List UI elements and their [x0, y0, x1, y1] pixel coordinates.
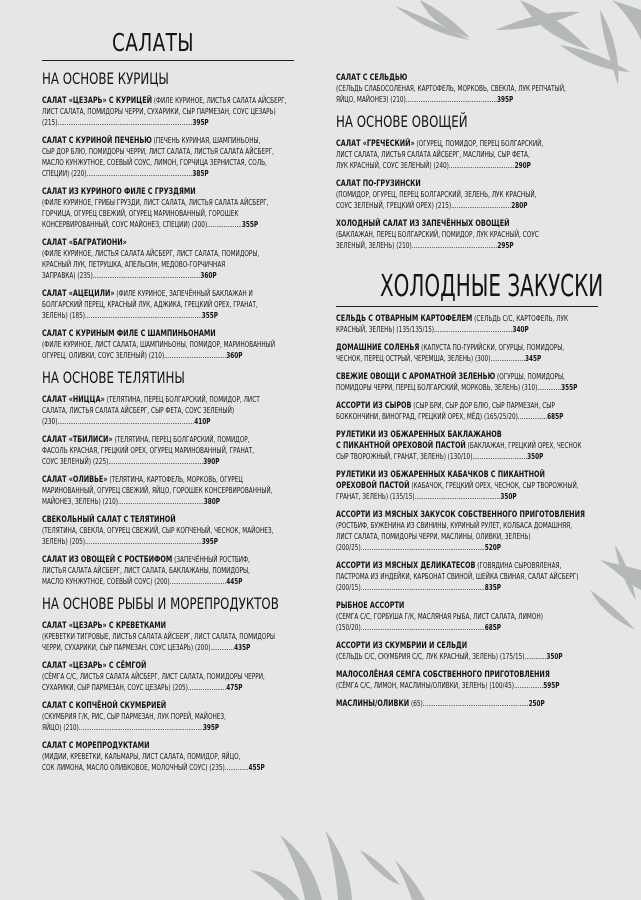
menu-item-price: 685Р — [484, 622, 501, 632]
menu-item-name: САЛАТ ПО-ГРУЗИНСКИ — [336, 178, 421, 189]
menu-item-description: (ФИЛЕ КУРИНОЕ, ЛИСТЬЯ САЛАТА АЙСБЕРГ, ЛИСТ САЛАТА, ПОМИДОРЫ, — [42, 248, 260, 258]
menu-item-description: (РОСТБИФ, БУЖЕНИНА ИЗ СВИНИНЫ, КУРИНЫЙ РУЛЕТ, КОЛБАСА ДОМАШНЯЯ, — [336, 520, 572, 530]
menu-item — [42, 554, 294, 587]
menu-item-line — [42, 496, 295, 507]
menu-item-description: (ТЕЛЯТИНА, КАРТОФЕЛЬ, МОРКОВЬ, ОГУРЕЦ — [107, 474, 243, 484]
menu-item — [42, 434, 294, 467]
menu-item-price: 445Р — [226, 576, 243, 586]
menu-item-line — [336, 72, 599, 83]
menu-item-name: САЛАТ «ЦЕЗАРЬ» С СЁМГОЙ — [42, 660, 147, 671]
menu-item-line — [42, 237, 295, 248]
menu-item-price: 395Р — [201, 536, 219, 546]
menu-item-name: САЛАТ С КОПЧЁНОЙ СКУМБРИЕЙ — [42, 700, 167, 711]
menu-item-description: (ОГУРЕЦ, ПОМИДОР, ПЕРЕЦ БОЛГАРСКИЙ, — [414, 138, 544, 148]
menu-item-description: (ЗАПЕЧЁННЫЙ РОСТБИФ, — [172, 554, 250, 564]
menu-item-price: 340Р — [512, 324, 529, 334]
menu-item — [42, 328, 294, 361]
menu-item-line — [42, 197, 295, 208]
menu-item-description: (СЁМГА С/С, ЛИСТЬЯ САЛАТА АЙСБЕРГ, ЛИСТ САЛАТА, ПОМИДОРЫ ЧЕРРИ, — [42, 671, 265, 681]
menu-item-description: ЛУК КРАСНЫЙ, СОУС ЗЕЛЕНЫЙ) (240).................................... — [336, 160, 515, 170]
menu-item-description: ЛИСТ САЛАТА, ПОМИДОРЫ ЧЕРРИ, МАСЛИНЫ, ОЛИВКИ, ЗЕЛЕНЬ) — [336, 531, 531, 541]
menu-item-description: (150/20).................................................................... — [336, 622, 485, 632]
menu-item-description: ГОРЧИЦА, ОГУРЕЦ СВЕЖИЙ, ОГУРЕЦ МАРИНОВАННЫЙ, ГОРОШЕК — [42, 208, 239, 218]
menu-item — [336, 509, 598, 553]
menu-item-line — [336, 560, 599, 571]
menu-item-price: 385Р — [192, 168, 209, 178]
menu-item-line — [42, 711, 295, 722]
menu-item-line — [336, 353, 599, 364]
menu-item-price: 520Р — [484, 542, 501, 552]
menu-item-price: 835Р — [484, 582, 501, 592]
menu-item-price: 395Р — [202, 722, 220, 732]
menu-item-line — [336, 440, 599, 451]
menu-item-price: 295Р — [497, 240, 514, 250]
menu-item-line — [336, 160, 599, 171]
left-column — [42, 28, 294, 780]
menu-item-description: ЗЕЛЕНЬ) (185)................................................................ — [42, 310, 202, 320]
menu-item — [42, 95, 294, 128]
menu-item-description: (ФИЛЕ КУРИНОЕ, ЛИСТ САЛАТА, ШАМПИНЬОНЫ, ПОМИДОР, МАРИНОВАННЫЙ — [42, 339, 276, 349]
menu-item-price: 435Р — [234, 642, 251, 652]
menu-item-line — [42, 620, 295, 631]
menu-item — [336, 698, 598, 709]
menu-item-name: СЕЛЬДЬ С ОТВАРНЫМ КАРТОФЕЛЕМ — [336, 313, 473, 324]
menu-item-name: САЛАТ С КУРИНОЙ ПЕЧЕНЬЮ — [42, 135, 152, 146]
menu-item-description: БОККОНЧИНИ, ВИНОГРАД, ГРЕЦКИЙ ОРЕХ, МЁД) (165/25/20)................ — [336, 411, 548, 421]
menu-item-line — [42, 751, 295, 762]
menu-item — [42, 620, 294, 653]
menu-item-name: САЛАТ «ОЛИВЬЕ» — [42, 474, 108, 485]
title-divider — [42, 60, 294, 61]
menu-item-line — [42, 525, 295, 536]
menu-item-name: РЫБНОЕ АССОРТИ — [336, 600, 405, 611]
menu-item-description: (ГОВЯДИНА СЫРОВЯЛЕНАЯ, — [475, 560, 562, 570]
menu-item-line — [336, 698, 599, 709]
menu-item-line — [42, 514, 295, 525]
menu-item-name: ДОМАШНИЕ СОЛЕНЬЯ — [336, 342, 420, 353]
menu-item-line — [336, 640, 599, 651]
menu-item-line — [336, 531, 599, 542]
menu-item-line — [336, 469, 599, 480]
menu-item-line — [336, 229, 599, 240]
cold-appetizers-divider — [336, 306, 598, 307]
menu-item-line — [42, 485, 295, 496]
menu-item-name: ХОЛОДНЫЙ САЛАТ ИЗ ЗАПЕЧЁННЫХ ОВОЩЕЙ — [336, 218, 510, 229]
menu-item — [336, 669, 598, 691]
cold-appetizers-list — [336, 313, 598, 709]
menu-item-line — [42, 416, 295, 427]
menu-item-line — [42, 456, 295, 467]
menu-item-line — [336, 371, 599, 382]
menu-item-line — [42, 168, 295, 179]
menu-item-line — [336, 138, 599, 149]
menu-item-description: (ТЕЛЯТИНА, ПЕРЕЦ БОЛГАРСКИЙ, ПОМИДОР, — [112, 434, 250, 444]
menu-item-description: ЗАПРАВКА) (235)........................................................... — [42, 270, 201, 280]
menu-item-line — [336, 313, 599, 324]
menu-item-name: САЛАТ «ЦЕЗАРЬ» С КРЕВЕТКАМИ — [42, 620, 167, 631]
menu-item-description: ЛИСТЬЯ САЛАТА АЙСБЕРГ, ЛИСТ САЛАТА, БАКЛАЖАНЫ, ПОМИДОРЫ, — [42, 565, 250, 575]
menu-item-description: ЗЕЛЕНЬ) (205)................................................................ — [42, 536, 202, 546]
menu-item-description: (ФИЛЕ КУРИНОЕ, ГРИБЫ ГРУЗДИ, ЛИСТ САЛАТА, ЛИСТЬЯ САЛАТА АЙСБЕРГ, — [42, 197, 269, 207]
menu-item-description: ОГУРЕЦ, ОЛИВКИ, СОУС ЗЕЛЕНЫЙ) (210).................................. — [42, 350, 227, 360]
menu-item — [336, 371, 598, 393]
menu-item-name: РУЛЕТИКИ ИЗ ОБЖАРЕННЫХ КАБАЧКОВ С ПИКАНТНОЙ — [336, 469, 545, 480]
menu-item-line — [336, 491, 599, 502]
menu-item-name: САЛАТ «НИЦЦА» — [42, 394, 105, 405]
menu-item-description: КРАСНЫЙ, ЗЕЛЕНЬ) (135/135/15)........................................... — [336, 324, 513, 334]
menu-item-description: (СЕЛЬДЬ СЛАБОСОЛЕНАЯ, КАРТОФЕЛЬ, МОРКОВЬ, СВЕКЛА, ЛУК РЕПЧАТЫЙ, — [336, 83, 566, 93]
menu-item-line — [336, 600, 599, 611]
menu-item-name: МАСЛИНЫ/ОЛИВКИ — [336, 698, 410, 709]
menu-item-line — [42, 248, 295, 259]
menu-item-description: (МИДИИ, КРЕВЕТКИ, КАЛЬМАРЫ, ЛИСТ САЛАТА, ПОМИДОР, ЯЙЦО, — [42, 751, 241, 761]
menu-item-description: ГРАНАТ, ЗЕЛЕНЬ) (135/15)............................................... — [336, 491, 501, 501]
menu-item — [336, 178, 598, 211]
menu-item-description: (СЕЛЬДЬ С/С, КАРТОФЕЛЬ, ЛУК — [472, 313, 569, 323]
menu-item-name: АССОРТИ ИЗ СЫРОВ — [336, 400, 412, 411]
menu-item-line — [42, 95, 295, 106]
menu-item-line — [42, 474, 295, 485]
menu-item-line — [336, 240, 599, 251]
menu-item — [42, 700, 294, 733]
menu-item — [42, 186, 294, 230]
menu-item-line — [42, 631, 295, 642]
menu-item-line — [336, 149, 599, 160]
menu-item-description: (ОГУРЦЫ, ПОМИДОРЫ, — [495, 371, 565, 381]
menu-item — [42, 474, 294, 507]
menu-item-name: САЛАТ С СЕЛЬДЬЮ — [336, 72, 408, 83]
menu-item-description: (СЁМГА С/С, ЛИМОН, МАСЛИНЫ/ОЛИВКИ, ЗЕЛЕНЬ) (100/45)................ — [336, 680, 544, 690]
cold-appetizers-title: ХОЛОДНЫЕ ЗАКУСКИ — [380, 269, 604, 304]
menu-item-line — [336, 200, 599, 211]
menu-item-name: МАЛОСОЛЁНАЯ СЕМГА СОБСТВЕННОГО ПРИГОТОВЛЕНИЯ — [336, 669, 550, 680]
menu-item-name: САЛАТ С КУРИНЫМ ФИЛЕ С ШАМПИНЬОНАМИ — [42, 328, 216, 339]
menu-item-description: (ФИЛЕ КУРИНОЕ, ЛИСТЬЯ САЛАТА АЙСБЕРГ, — [151, 95, 287, 105]
menu-item-description: ЛИСТ САЛАТА, ЛИСТЬЯ САЛАТА АЙСБЕРГ, МАСЛИНЫ, СЫР ФЕТА, — [336, 149, 530, 159]
menu-item-line — [42, 700, 295, 711]
menu-item-line — [336, 582, 599, 593]
menu-item-line — [336, 451, 599, 462]
menu-item — [42, 740, 294, 773]
menu-item-line — [42, 642, 295, 653]
menu-item-description: ЧЕСНОК, ПЕРЕЦ ОСТРЫЙ, ЧЕРЕМША, ЗЕЛЕНЬ) (300)................... — [336, 353, 526, 363]
section-heading: НА ОСНОВЕ КУРИЦЫ — [42, 69, 169, 88]
menu-item-description: КРАСНЫЙ ЛУК, ПЕТРУШКА, АПЕЛЬСИН, МЕДОВО-ГОРЧИЧНАЯ — [42, 259, 226, 269]
menu-item-description: (СЕЛЬДЬ С/С, СКУМБРИЯ С/С, ЛУК КРАСНЫЙ, ЗЕЛЕНЬ) (175/15)............ — [336, 651, 547, 661]
menu-item-description: СОУС ЗЕЛЕНЫЙ, ГРЕЦКИЙ ОРЕХ) (215)................................. — [336, 200, 512, 210]
menu-item-line — [42, 536, 295, 547]
menu-item-description: СПЕЦИИ) (220).......................................................... — [42, 168, 193, 178]
menu-item — [336, 313, 598, 335]
menu-item-line — [42, 299, 295, 310]
menu-item-price: 355Р — [201, 310, 219, 320]
menu-item-description: МАСЛО КУНЖУТНОЕ, СОЕВЫЙ СОУС, ЛИМОН, ГОРЧИЦА ЗЕРНИСТАЯ, СОЛЬ, — [42, 157, 267, 167]
menu-item-line — [42, 208, 295, 219]
menu-item-description: КОНСЕРВИРОВАННЫЙ, СОУС МАЙОНЕЗ, СПЕЦИИ) (200)................... — [42, 219, 242, 229]
menu-item-description: (СЕМГА С/С, ГОРБУША Г/К, МАСЛЯНАЯ РЫБА, ЛИСТ САЛАТА, ЛИМОН) — [336, 611, 543, 621]
menu-item-description: ЯЙЦО, МАЙОНЕЗ) (210).................................................. — [336, 94, 497, 104]
menu-item-line — [336, 611, 599, 622]
menu-item-name: СВЕЖИЕ ОВОЩИ С АРОМАТНОЙ ЗЕЛЕНЬЮ — [336, 371, 496, 382]
menu-item — [42, 237, 294, 281]
menu-item-line — [336, 342, 599, 353]
menu-item — [336, 72, 598, 105]
menu-item-line — [42, 554, 295, 565]
menu-item-description: САЛАТА, ЛИСТЬЯ САЛАТА АЙСБЕРГ, СЫР ФЕТА, СОУС ЗЕЛЕНЫЙ) — [42, 405, 235, 415]
menu-item-line — [42, 405, 295, 416]
menu-item-line — [42, 722, 295, 733]
menu-item-price: 390Р — [203, 456, 220, 466]
menu-item — [42, 394, 294, 427]
menu-item-price: 355Р — [241, 219, 259, 229]
menu-item-line — [42, 135, 295, 146]
right-sections — [336, 112, 598, 251]
menu-item-line — [336, 669, 599, 680]
menu-item — [42, 660, 294, 693]
menu-item-line — [336, 509, 599, 520]
menu-item-name: САЛАТ «ГРЕЧЕСКИЙ» — [336, 138, 415, 149]
menu-item-price: 350Р — [500, 491, 517, 501]
menu-item-line — [336, 94, 599, 105]
section-heading: НА ОСНОВЕ ТЕЛЯТИНЫ — [42, 368, 185, 387]
menu-item-description: ЛИСТ САЛАТА, ПОМИДОРЫ ЧЕРРИ, СУХАРИКИ, СЫР ПАРМЕЗАН, СОУС ЦЕЗАРЬ) — [42, 106, 276, 116]
menu-item-line — [42, 339, 295, 350]
menu-item — [42, 288, 294, 321]
menu-item-price: 380Р — [203, 496, 220, 506]
menu-item-name: АССОРТИ ИЗ МЯСНЫХ ДЕЛИКАТЕСОВ — [336, 560, 476, 571]
menu-item-line — [42, 219, 295, 230]
menu-item-line — [42, 157, 295, 168]
menu-item-line — [336, 411, 599, 422]
menu-item-description: (ТЕЛЯТИНА, ПЕРЕЦ БОЛГАРСКИЙ, ПОМИДОР, ЛИСТ — [104, 394, 260, 404]
menu-item-description: СУХАРИКИ, СЫР ПАРМЕЗАН, СОУС ЦЕЗАРЬ) (205)..................... — [42, 682, 227, 692]
menu-item-name: СВЕКОЛЬНЫЙ САЛАТ С ТЕЛЯТИНОЙ — [42, 514, 176, 525]
menu-item-description: (230)........................................................................... — [42, 416, 195, 426]
menu-item-description: ПАСТРОМА ИЗ ИНДЕЙКИ, КАРБОНАТ СВИНОЙ, ШЕЙКА СВИНАЯ, САЛАТ АЙСБЕРГ) — [336, 571, 579, 581]
menu-item-line — [336, 400, 599, 411]
menu-item-line — [42, 434, 295, 445]
menu-item-description: (200/25).................................................................... — [336, 542, 485, 552]
menu-item-description: ЯЙЦО) (210).................................................................... — [42, 722, 203, 732]
menu-item — [336, 560, 598, 593]
menu-item-description: (200/15).................................................................... — [336, 582, 485, 592]
menu-item-line — [42, 310, 295, 321]
menu-item-line — [336, 480, 599, 491]
menu-item-line — [42, 186, 295, 197]
menu-item-line — [42, 682, 295, 693]
menu-item-description: МАЙОНЕЗ, ЗЕЛЕНЬ) (210)............................................... — [42, 496, 204, 506]
menu-item-line — [336, 218, 599, 229]
menu-item-line — [42, 106, 295, 117]
menu-item-line — [336, 382, 599, 393]
menu-item-price: 290Р — [514, 160, 531, 170]
menu-item-description: СЫР ТВОРОЖНЫЙ, ГРАНАТ, ЗЕЛЕНЬ) (130/10).............................. — [336, 451, 528, 461]
menu-item-description: (КАПУСТА ПО-ГУРИЙСКИ, ОГУРЦЫ, ПОМИДОРЫ, — [419, 342, 565, 352]
menu-item-price: 595Р — [543, 680, 560, 690]
menu-item-line — [336, 651, 599, 662]
menu-item-line — [42, 350, 295, 361]
menu-item-line — [42, 576, 295, 587]
menu-item — [42, 135, 294, 179]
menu-item-description: (БАКЛАЖАН, ПЕРЕЦ БОЛГАРСКИЙ, ПОМИДОР, ЛУК КРАСНЫЙ, СОУС — [336, 229, 539, 239]
menu-item-price: 280Р — [511, 200, 528, 210]
menu-item-description: (КАБАЧОК, ГРЕЦКИЙ ОРЕХ, ЧЕСНОК, СЫР ТВОРОЖНЫЙ, — [409, 480, 579, 490]
menu-item-line — [336, 83, 599, 94]
menu-item-price: 685Р — [547, 411, 564, 421]
menu-item-price: 360Р — [226, 350, 243, 360]
menu-item-description: СОУС ЗЕЛЕНЫЙ) (225).................................................... — [42, 456, 204, 466]
menu-item-price: 350Р — [546, 651, 563, 661]
menu-item-name: САЛАТ «АЦЕЦИЛИ» — [42, 288, 115, 299]
right-column — [336, 72, 604, 716]
menu-item-line — [336, 189, 599, 200]
menu-item-description: (ТЕЛЯТИНА, СВЕКЛА, ОГУРЕЦ СВЕЖИЙ, СЫР КОПЧЕНЫЙ, ЧЕСНОК, МАЙОНЕЗ, — [42, 525, 274, 535]
menu-item-line — [42, 445, 295, 456]
menu-item-description: МАРИНОВАННЫЙ, ОГУРЕЦ СВЕЖИЙ, ЯЙЦО, ГОРОШЕК КОНСЕРВИРОВАННЫЙ, — [42, 485, 273, 495]
menu-item-line — [336, 324, 599, 335]
menu-item-line — [42, 565, 295, 576]
menu-item-line — [42, 671, 295, 682]
menu-item-line — [42, 328, 295, 339]
menu-item-description: (65).......................................................... — [409, 698, 529, 708]
menu-item-description: ФАСОЛЬ КРАСНАЯ, ГРЕЦКИЙ ОРЕХ, ОГУРЕЦ МАРИНОВАННЫЙ, ГРАНАТ, — [42, 445, 255, 455]
menu-item-line — [336, 520, 599, 531]
menu-item-description: (ПОМИДОР, ОГУРЕЦ, ПЕРЕЦ БОЛГАРСКИЙ, ЗЕЛЕНЬ, ЛУК КРАСНЫЙ, — [336, 189, 537, 199]
menu-item-line — [42, 394, 295, 405]
menu-item — [336, 469, 598, 502]
menu-item-line — [42, 740, 295, 751]
menu-item-line — [336, 178, 599, 189]
menu-item-description: (ФИЛЕ КУРИНОЕ, ЗАПЕЧЁННЫЙ БАКЛАЖАН И — [114, 288, 253, 298]
menu-item-name: РУЛЕТИКИ ИЗ ОБЖАРЕННЫХ БАКЛАЖАНОВ — [336, 429, 502, 440]
menu-item-price: 455Р — [248, 762, 265, 772]
menu-item-name: АССОРТИ ИЗ СКУМБРИИ И СЕЛЬДИ — [336, 640, 468, 651]
menu-item-price: 360Р — [200, 270, 217, 280]
menu-item-description: (СКУМБРИЯ Г/К, РИС, СЫР ПАРМЕЗАН, ЛУК ПОРЕЙ, МАЙОНЕЗ, — [42, 711, 226, 721]
menu-item-description: (215).......................................................................... — [42, 117, 193, 127]
menu-item-description: (БАКЛАЖАН, ГРЕЦКИЙ ОРЕХ, ЧЕСНОК — [465, 440, 582, 450]
menu-item-name: САЛАТ «БАГРАТИОНИ» — [42, 237, 127, 248]
page-title: САЛАТЫ — [112, 28, 194, 57]
menu-item-line — [42, 117, 295, 128]
menu-item-description: МАСЛО КУНЖУТНОЕ, СОЕВЫЙ СОУС) (200)............................... — [42, 576, 227, 586]
menu-item-line — [42, 146, 295, 157]
menu-item-price: 355Р — [561, 382, 578, 392]
menu-item-line — [42, 259, 295, 270]
menu-item-line — [336, 680, 599, 691]
menu-item-line — [42, 288, 295, 299]
menu-item-price: 350Р — [527, 451, 544, 461]
menu-item-description: ЗЕЛЕНЫЙ, ЗЕЛЕНЬ) (210)............................................... — [336, 240, 498, 250]
menu-item-name: АССОРТИ ИЗ МЯСНЫХ ЗАКУСОК СОБСТВЕННОГО ПРИГОТОВЛЕНИЯ — [336, 509, 585, 520]
menu-item-description: (ПЕЧЕНЬ КУРИНАЯ, ШАМПИНЬОНЫ, — [151, 135, 261, 145]
menu-item-name: САЛАТ «ТБИЛИСИ» — [42, 434, 113, 445]
menu-item-price: 395Р — [192, 117, 209, 127]
menu-item-line — [336, 429, 599, 440]
menu-item-name: САЛАТ С МОРЕПРОДУКТАМИ — [42, 740, 150, 751]
menu-item-price: 475Р — [226, 682, 243, 692]
menu-item-name: САЛАТ ИЗ КУРИНОГО ФИЛЕ С ГРУЗДЯМИ — [42, 186, 196, 197]
menu-item-name: САЛАТ ИЗ ОВОЩЕЙ С РОСТБИФОМ — [42, 554, 173, 565]
menu-item-line — [336, 542, 599, 553]
menu-item-description: СЫР ДОР БЛЮ, ПОМИДОРЫ ЧЕРРИ, ЛИСТ САЛАТА, ЛИСТЬЯ САЛАТА АЙСБЕРГ, — [42, 146, 274, 156]
menu-item-description: СОК ЛИМОНА, МАСЛО ОЛИВКОВОЕ, МОЛОЧНЫЙ СОУС) (235)............. — [42, 762, 249, 772]
left-sections — [42, 69, 294, 773]
menu-item-line — [42, 660, 295, 671]
menu-item-name: ОРЕХОВОЙ ПАСТОЙ — [336, 480, 410, 491]
menu-item-price: 250Р — [528, 698, 545, 708]
menu-item — [336, 640, 598, 662]
menu-item-name: С ПИКАНТНОЙ ОРЕХОВОЙ ПАСТОЙ — [336, 440, 466, 451]
section-heading: НА ОСНОВЕ ОВОЩЕЙ — [336, 112, 468, 131]
menu-item-description: (КРЕВЕТКИ ТИГРОВЫЕ, ЛИСТЬЯ САЛАТА АЙСБЕРГ, ЛИСТ САЛАТА, ПОМИДОРЫ — [42, 631, 275, 641]
menu-item-price: 395Р — [496, 94, 514, 104]
menu-item-name: САЛАТ «ЦЕЗАРЬ» С КУРИЦЕЙ — [42, 95, 152, 106]
menu-item-line — [42, 762, 295, 773]
menu-item — [336, 342, 598, 364]
menu-item-description: ЧЕРРИ, СУХАРИКИ, СЫР ПАРМЕЗАН, СОУС ЦЕЗАРЬ) (200)............. — [42, 642, 235, 652]
menu-item — [336, 218, 598, 251]
right-top-items — [336, 72, 598, 105]
menu-item-description: БОЛГАРСКИЙ ПЕРЕЦ, КРАСНЫЙ ЛУК, АДЖИКА, ГРЕЦКИЙ ОРЕХ, ГРАНАТ, — [42, 299, 258, 309]
menu-item — [336, 600, 598, 633]
menu-item-price: 410Р — [194, 416, 211, 426]
menu-item-line — [336, 571, 599, 582]
menu-item-line — [336, 622, 599, 633]
menu-item — [336, 138, 598, 171]
menu-item — [42, 514, 294, 547]
menu-item-price: 345Р — [525, 353, 542, 363]
menu-item — [336, 400, 598, 422]
menu-item-description: (СЫР БРИ, СЫР ДОР БЛЮ, СЫР ПАРМЕЗАН, СЫР — [411, 400, 555, 410]
menu-item-line — [42, 270, 295, 281]
menu-item-description: ПОМИДОРЫ ЧЕРРИ, ПЕРЕЦ БОЛГАРСКИЙ, МОРКОВЬ, ЗЕЛЕНЬ) (310)............. — [336, 382, 562, 392]
section-heading: НА ОСНОВЕ РЫБЫ И МОРЕПРОДУКТОВ — [42, 594, 279, 613]
menu-item — [336, 429, 598, 462]
